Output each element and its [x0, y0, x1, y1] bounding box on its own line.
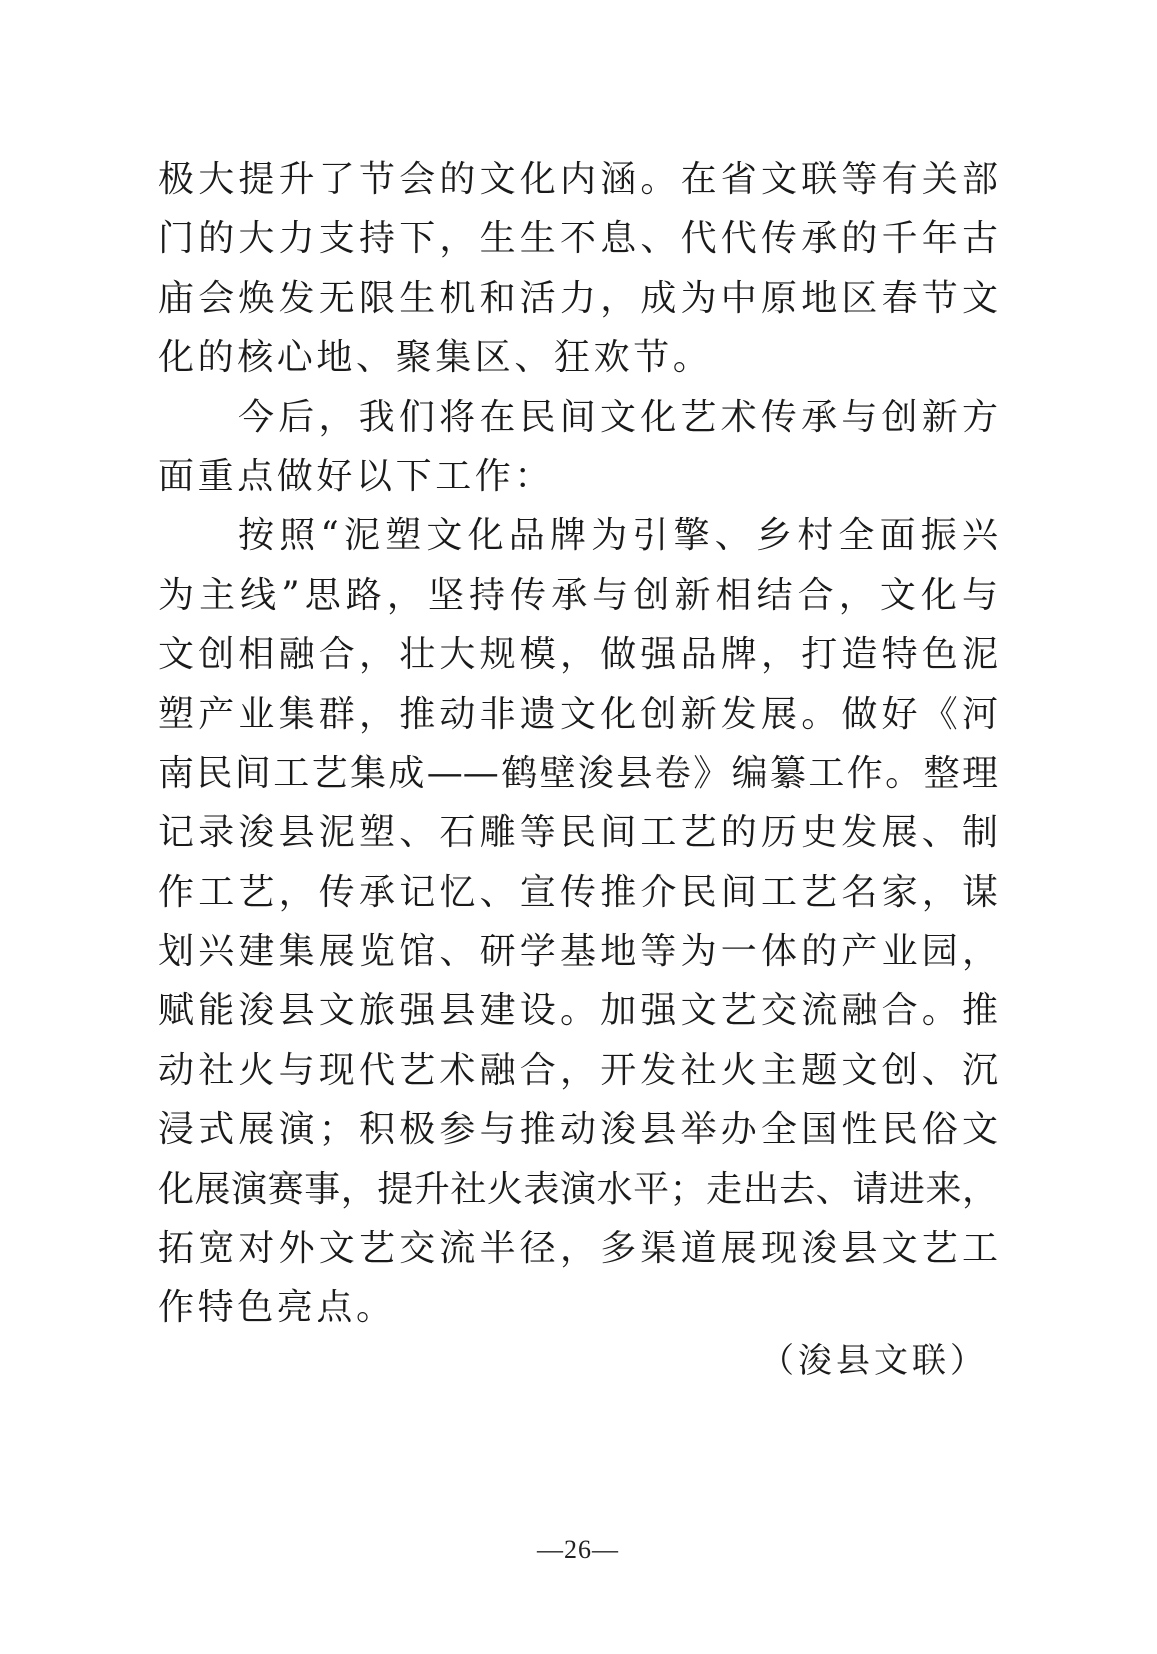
page-number: —26—: [537, 1535, 619, 1564]
text-line: 作工艺，传承记忆、宣传推介民间工艺名家，谋: [158, 871, 998, 913]
text-line: 庙会焕发无限生机和活力，成为中原地区春节文: [158, 277, 998, 319]
text-line: 记录浚县泥塑、石雕等民间工艺的历史发展、制: [158, 812, 998, 854]
text-line: 为主线”思路，坚持传承与创新相结合，文化与: [158, 574, 998, 616]
text-line: 今后，我们将在民间文化艺术传承与创新方: [238, 396, 998, 438]
text-line: 门的大力支持下，生生不息、代代传承的千年古: [158, 218, 998, 260]
body-text: [158, 150, 998, 1338]
text-line: 塑产业集群，推动非遗文化创新发展。做好《河: [158, 693, 998, 735]
text-line: 赋能浚县文旅强县建设。加强文艺交流融合。推: [158, 990, 998, 1032]
paragraph-3: [158, 506, 998, 1337]
text-line: 作特色亮点。: [158, 1287, 396, 1329]
paragraph-1: [158, 150, 998, 388]
text-line: 化的核心地、聚集区、狂欢节。: [158, 337, 713, 379]
text-line: 动社火与现代艺术融合，开发社火主题文创、沉: [158, 1049, 998, 1091]
text-line: 划兴建集展览馆、研学基地等为一体的产业园，: [158, 931, 998, 973]
paragraph-2: [158, 388, 998, 507]
text-line: 南民间工艺集成——鹤壁浚县卷》编纂工作。整理: [158, 752, 998, 794]
text-line: 文创相融合，壮大规模，做强品牌，打造特色泥: [158, 634, 998, 676]
author-signature: （浚县文联）: [760, 1341, 988, 1381]
text-line: 按照“泥塑文化品牌为引擎、乡村全面振兴: [238, 515, 998, 557]
text-line: 浸式展演；积极参与推动浚县举办全国性民俗文: [158, 1109, 998, 1151]
text-line: 面重点做好以下工作：: [158, 455, 555, 497]
text-line: 拓宽对外文艺交流半径，多渠道展现浚县文艺工: [158, 1228, 998, 1270]
text-line: 化展演赛事，提升社火表演水平；走出去、请进来，: [158, 1168, 998, 1210]
text-line: 极大提升了节会的文化内涵。在省文联等有关部: [158, 159, 998, 200]
